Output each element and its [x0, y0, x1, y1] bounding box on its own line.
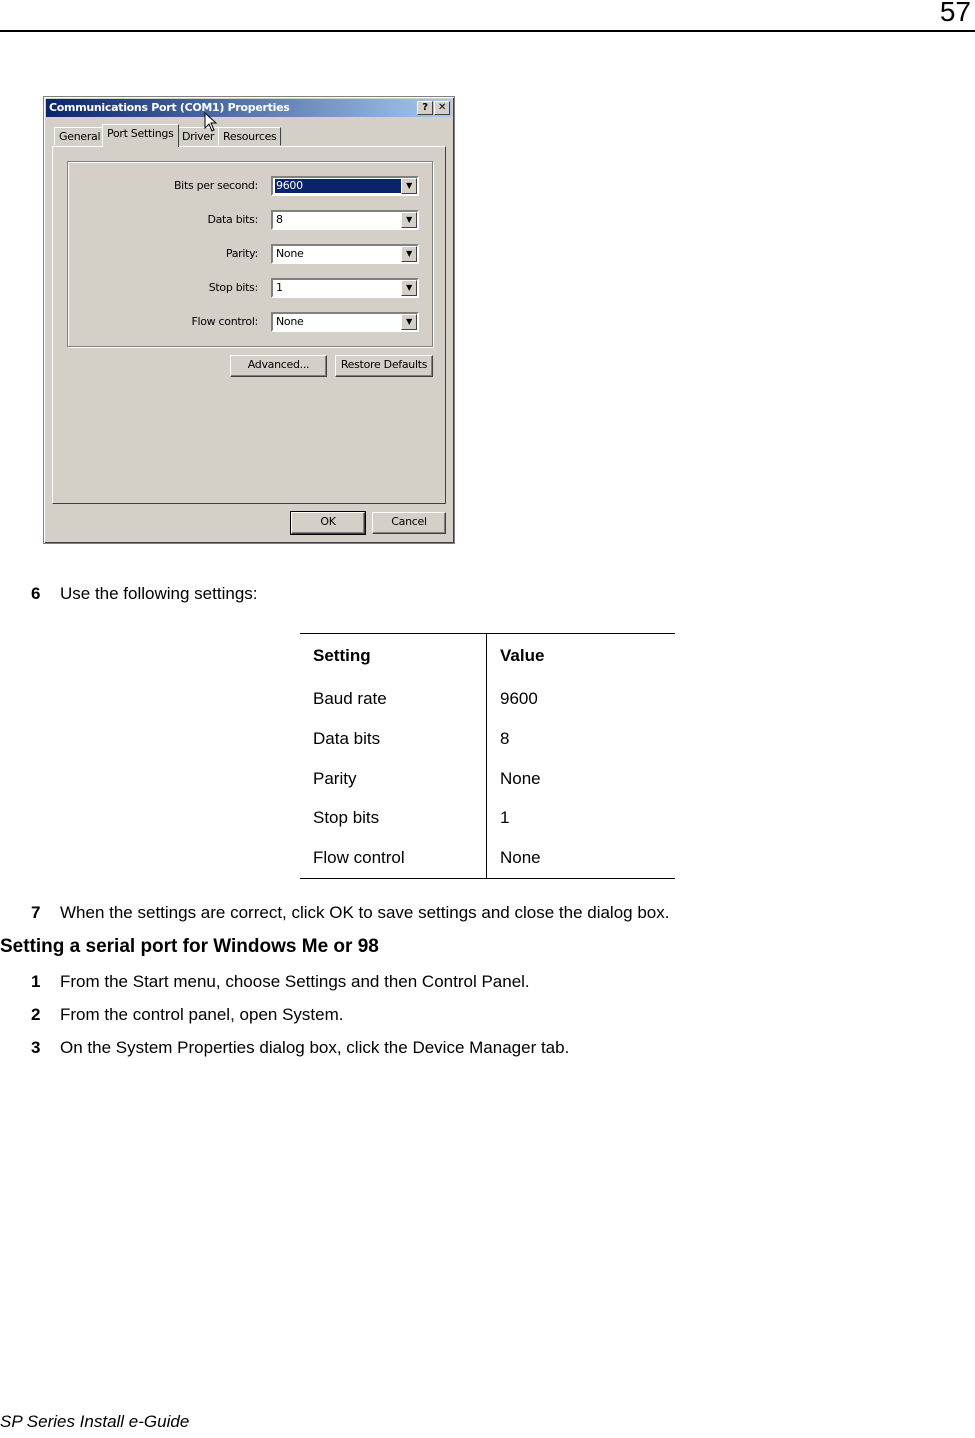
settings-group: [67, 161, 433, 347]
bits-per-second-value: 9600: [275, 179, 402, 193]
chevron-down-icon[interactable]: ▼: [401, 314, 417, 330]
flow-control-select[interactable]: [271, 312, 419, 332]
step-text: When the settings are correct, click OK to save settings and close the dialog box.: [60, 903, 670, 922]
header-setting: Setting: [313, 646, 371, 665]
restore-defaults-button[interactable]: Restore Defaults: [335, 355, 433, 377]
dialog-titlebar[interactable]: [46, 99, 452, 117]
data-bits-value: 8: [276, 213, 283, 226]
header-rule: [0, 30, 975, 32]
data-bits-select[interactable]: [271, 210, 419, 230]
port-settings-panel: [52, 146, 446, 504]
chevron-down-icon[interactable]: ▼: [401, 280, 417, 296]
row-value: 9600: [500, 689, 538, 708]
bits-per-second-select[interactable]: [271, 176, 419, 196]
advanced-button[interactable]: Advanced...: [230, 355, 327, 377]
parity-value: None: [276, 247, 304, 260]
ok-button[interactable]: OK: [291, 512, 365, 534]
row-value: 1: [500, 808, 510, 827]
settings-table: [300, 633, 675, 879]
row-setting: Flow control: [313, 848, 405, 867]
chevron-down-icon[interactable]: ▼: [401, 246, 417, 262]
flow-control-label: Flow control:: [191, 315, 258, 328]
row-value: None: [500, 848, 541, 867]
tab-driver[interactable]: Driver: [177, 127, 219, 146]
cancel-button[interactable]: Cancel: [372, 512, 446, 534]
row-value: 8: [500, 729, 510, 748]
tab-resources[interactable]: Resources: [218, 127, 281, 146]
column-divider: [486, 634, 487, 878]
step-number: 1: [31, 972, 41, 991]
chevron-down-icon[interactable]: ▼: [401, 212, 417, 228]
row-value: None: [500, 769, 541, 788]
dialog-title: Communications Port (COM1) Properties: [49, 101, 290, 114]
parity-label: Parity:: [225, 247, 258, 260]
mouse-pointer-icon: [204, 112, 218, 132]
section-heading: Setting a serial port for Windows Me or 98: [0, 936, 379, 957]
step-number: 2: [31, 1005, 41, 1024]
bits-per-second-label: Bits per second:: [173, 179, 258, 192]
step-number: 6: [31, 584, 41, 603]
step-text: Use the following settings:: [60, 584, 258, 603]
flow-control-value: None: [276, 315, 304, 328]
tab-port-settings[interactable]: Port Settings: [102, 124, 179, 147]
step-text: From the control panel, open System.: [60, 1005, 344, 1024]
step-text: From the Start menu, choose Settings and then Control Panel.: [60, 972, 530, 991]
tab-general[interactable]: General: [54, 127, 105, 146]
stop-bits-value: 1: [276, 281, 283, 294]
page-number: 57: [939, 0, 971, 27]
header-value: Value: [500, 646, 545, 665]
row-setting: Baud rate: [313, 689, 387, 708]
footer-title: SP Series Install e-Guide: [0, 1412, 190, 1431]
help-button[interactable]: ?: [417, 101, 433, 115]
row-setting: Data bits: [313, 729, 381, 748]
row-setting: Stop bits: [313, 808, 380, 827]
row-setting: Parity: [313, 769, 357, 788]
step-text: On the System Properties dialog box, click the Device Manager tab.: [60, 1038, 570, 1057]
parity-select[interactable]: [271, 244, 419, 264]
stop-bits-select[interactable]: [271, 278, 419, 298]
stop-bits-label: Stop bits:: [208, 281, 258, 294]
close-button[interactable]: ✕: [434, 101, 450, 115]
step-number: 7: [31, 903, 41, 922]
data-bits-label: Data bits:: [207, 213, 258, 226]
com-port-properties-dialog: [43, 96, 455, 544]
chevron-down-icon[interactable]: ▼: [401, 178, 417, 194]
step-number: 3: [31, 1038, 41, 1057]
